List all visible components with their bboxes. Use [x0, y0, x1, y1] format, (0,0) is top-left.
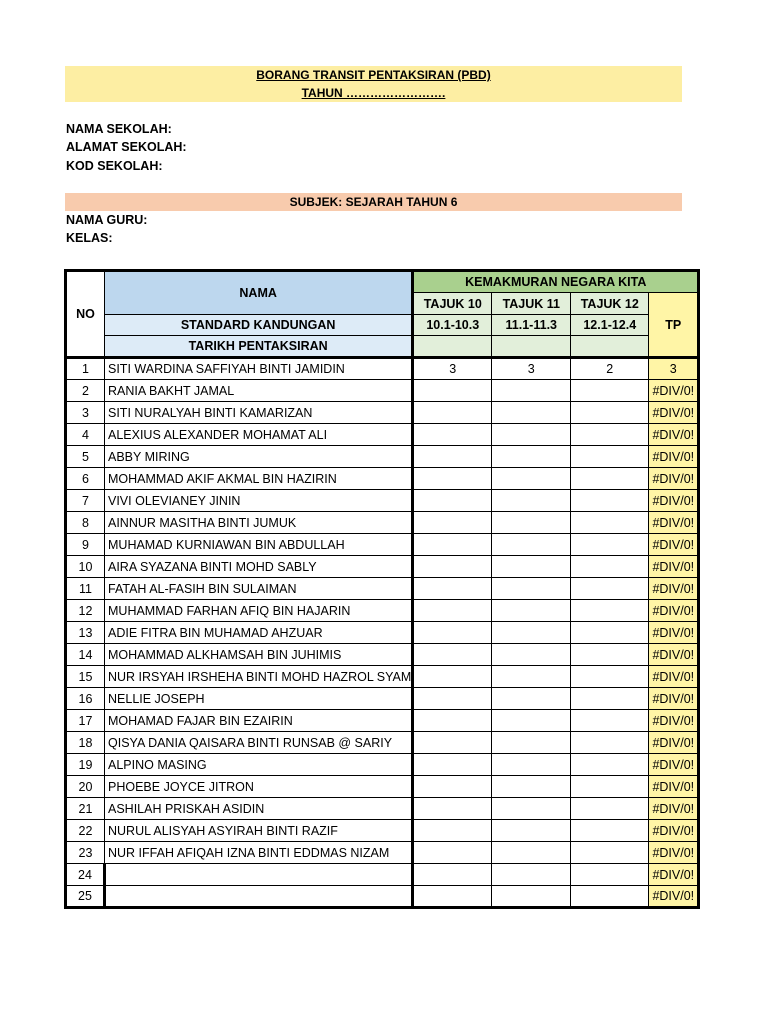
tp-score: #DIV/0!: [649, 710, 699, 732]
tp-score: #DIV/0!: [649, 886, 699, 908]
assessment-table: [64, 269, 700, 909]
topic-1-score[interactable]: [413, 578, 492, 600]
topic-1-score[interactable]: [413, 666, 492, 688]
topic-3-score[interactable]: [571, 600, 649, 622]
table-row: [66, 732, 699, 754]
topic-2-score[interactable]: [492, 688, 571, 710]
topic-3-score[interactable]: [571, 732, 649, 754]
topic-3-score[interactable]: [571, 512, 649, 534]
table-row: [66, 402, 699, 424]
table-row: [66, 534, 699, 556]
topic-2-score[interactable]: [492, 446, 571, 468]
tp-score: 3: [649, 358, 699, 380]
tp-score: #DIV/0!: [649, 424, 699, 446]
table-row: [66, 644, 699, 666]
row-number: 22: [66, 820, 105, 842]
topic-1-score[interactable]: [413, 644, 492, 666]
topic-2-score[interactable]: [492, 380, 571, 402]
topic-1-score[interactable]: [413, 886, 492, 908]
topic-1-score[interactable]: [413, 424, 492, 446]
teacher-name-label: NAMA GURU:: [66, 213, 148, 227]
topic-1-score[interactable]: [413, 842, 492, 864]
row-number: 5: [66, 446, 105, 468]
row-number: 14: [66, 644, 105, 666]
topic-header-2: TAJUK 11: [492, 293, 571, 315]
row-number: 8: [66, 512, 105, 534]
topic-3-score[interactable]: [571, 424, 649, 446]
row-number: 21: [66, 798, 105, 820]
row-number: 18: [66, 732, 105, 754]
student-name[interactable]: ALEXIUS ALEXANDER MOHAMAT ALI: [105, 424, 413, 446]
table-row: [66, 446, 699, 468]
student-name[interactable]: NUR IFFAH AFIQAH IZNA BINTI EDDMAS NIZAM: [105, 842, 413, 864]
topic-1-score[interactable]: [413, 468, 492, 490]
topic-1-score[interactable]: [413, 380, 492, 402]
tp-score: #DIV/0!: [649, 556, 699, 578]
school-code-label: KOD SEKOLAH:: [66, 159, 163, 173]
topic-3-score[interactable]: [571, 534, 649, 556]
table-row: [66, 886, 699, 908]
row-number: 11: [66, 578, 105, 600]
student-name[interactable]: ALPINO MASING: [105, 754, 413, 776]
topic-3-score[interactable]: [571, 468, 649, 490]
tp-score: #DIV/0!: [649, 380, 699, 402]
topic-1-score[interactable]: [413, 820, 492, 842]
row-number: 3: [66, 402, 105, 424]
table-row: [66, 688, 699, 710]
topic-2-score[interactable]: [492, 820, 571, 842]
table-row: [66, 380, 699, 402]
topic-3-score[interactable]: [571, 710, 649, 732]
topic-1-score[interactable]: [413, 600, 492, 622]
tp-score: #DIV/0!: [649, 490, 699, 512]
table-row: [66, 424, 699, 446]
date-label: TARIKH PENTAKSIRAN: [105, 336, 413, 358]
school-address-label: ALAMAT SEKOLAH:: [66, 140, 187, 154]
row-number: 1: [66, 358, 105, 380]
tp-score: #DIV/0!: [649, 754, 699, 776]
tp-score: #DIV/0!: [649, 512, 699, 534]
tp-score: #DIV/0!: [649, 446, 699, 468]
topic-3-score[interactable]: [571, 490, 649, 512]
topic-2-score[interactable]: [492, 600, 571, 622]
student-name[interactable]: NELLIE JOSEPH: [105, 688, 413, 710]
student-name[interactable]: AINNUR MASITHA BINTI JUMUK: [105, 512, 413, 534]
table-row: [66, 710, 699, 732]
standard-value-3: 12.1-12.4: [571, 315, 649, 336]
tp-score: #DIV/0!: [649, 776, 699, 798]
table-row: [66, 776, 699, 798]
class-label: KELAS:: [66, 231, 113, 245]
topic-1-score[interactable]: [413, 710, 492, 732]
topic-2-score[interactable]: [492, 754, 571, 776]
topic-3-score[interactable]: [571, 864, 649, 886]
row-number: 10: [66, 556, 105, 578]
table-row: [66, 578, 699, 600]
topic-2-score[interactable]: [492, 622, 571, 644]
topic-2-score[interactable]: [492, 666, 571, 688]
student-name[interactable]: QISYA DANIA QAISARA BINTI RUNSAB @ SARIY: [105, 732, 413, 754]
topic-2-score[interactable]: [492, 710, 571, 732]
topic-2-score[interactable]: [492, 424, 571, 446]
table-row: [66, 622, 699, 644]
tp-score: #DIV/0!: [649, 798, 699, 820]
subject-band: SUBJEK: SEJARAH TAHUN 6: [65, 193, 682, 211]
tp-score: #DIV/0!: [649, 688, 699, 710]
theme-header: KEMAKMURAN NEGARA KITA: [413, 271, 699, 293]
row-number: 2: [66, 380, 105, 402]
topic-2-score[interactable]: [492, 468, 571, 490]
topic-3-score[interactable]: [571, 666, 649, 688]
topic-2-score[interactable]: [492, 864, 571, 886]
school-name-label: NAMA SEKOLAH:: [66, 122, 172, 136]
tp-score: #DIV/0!: [649, 578, 699, 600]
topic-2-score[interactable]: [492, 798, 571, 820]
topic-1-score[interactable]: [413, 864, 492, 886]
table-row: [66, 358, 699, 380]
topic-2-score[interactable]: [492, 886, 571, 908]
table-row: [66, 798, 699, 820]
tp-score: #DIV/0!: [649, 644, 699, 666]
topic-1-score[interactable]: [413, 556, 492, 578]
topic-2-score[interactable]: 3: [492, 358, 571, 380]
topic-1-score[interactable]: [413, 512, 492, 534]
form-title: BORANG TRANSIT PENTAKSIRAN (PBD): [256, 68, 491, 82]
table-row: [66, 842, 699, 864]
student-name[interactable]: AIRA SYAZANA BINTI MOHD SABLY: [105, 556, 413, 578]
topic-2-score[interactable]: [492, 402, 571, 424]
topic-1-score[interactable]: [413, 732, 492, 754]
table-row: [66, 754, 699, 776]
topic-2-score[interactable]: [492, 556, 571, 578]
topic-1-score[interactable]: [413, 402, 492, 424]
topic-3-score[interactable]: [571, 688, 649, 710]
tp-score: #DIV/0!: [649, 468, 699, 490]
topic-1-score[interactable]: [413, 446, 492, 468]
student-name[interactable]: FATAH AL-FASIH BIN SULAIMAN: [105, 578, 413, 600]
student-name[interactable]: MOHAMAD FAJAR BIN EZAIRIN: [105, 710, 413, 732]
topic-3-score[interactable]: [571, 886, 649, 908]
table-row: [66, 600, 699, 622]
topic-3-score[interactable]: [571, 556, 649, 578]
topic-3-score[interactable]: [571, 754, 649, 776]
table-row: [66, 864, 699, 886]
student-name[interactable]: ASHILAH PRISKAH ASIDIN: [105, 798, 413, 820]
topic-1-score[interactable]: [413, 776, 492, 798]
student-name[interactable]: NURUL ALISYAH ASYIRAH BINTI RAZIF: [105, 820, 413, 842]
topic-3-score[interactable]: [571, 380, 649, 402]
tp-score: #DIV/0!: [649, 820, 699, 842]
topic-1-score[interactable]: [413, 622, 492, 644]
row-number: 15: [66, 666, 105, 688]
row-number: 9: [66, 534, 105, 556]
topic-2-score[interactable]: [492, 512, 571, 534]
student-name[interactable]: MUHAMAD KURNIAWAN BIN ABDULLAH: [105, 534, 413, 556]
topic-3-score[interactable]: 2: [571, 358, 649, 380]
date-cell-1[interactable]: [413, 336, 492, 358]
topic-1-score[interactable]: [413, 798, 492, 820]
row-number: 6: [66, 468, 105, 490]
tp-score: #DIV/0!: [649, 622, 699, 644]
table-row: [66, 468, 699, 490]
standard-value-1: 10.1-10.3: [413, 315, 492, 336]
topic-2-score[interactable]: [492, 842, 571, 864]
topic-1-score[interactable]: [413, 534, 492, 556]
topic-3-score[interactable]: [571, 798, 649, 820]
topic-header-3: TAJUK 12: [571, 293, 649, 315]
topic-3-score[interactable]: [571, 820, 649, 842]
student-name[interactable]: MOHAMMAD AKIF AKMAL BIN HAZIRIN: [105, 468, 413, 490]
row-number: 13: [66, 622, 105, 644]
tp-score: #DIV/0!: [649, 534, 699, 556]
row-number: 12: [66, 600, 105, 622]
table-row: [66, 490, 699, 512]
topic-1-score[interactable]: 3: [413, 358, 492, 380]
topic-2-score[interactable]: [492, 732, 571, 754]
row-number: 23: [66, 842, 105, 864]
topic-2-score[interactable]: [492, 578, 571, 600]
row-number: 4: [66, 424, 105, 446]
tp-score: #DIV/0!: [649, 864, 699, 886]
row-number: 25: [66, 886, 105, 908]
row-number: 7: [66, 490, 105, 512]
topic-header-1: TAJUK 10: [413, 293, 492, 315]
topic-1-score[interactable]: [413, 754, 492, 776]
no-header: NO: [66, 271, 105, 358]
student-name[interactable]: MOHAMMAD ALKHAMSAH BIN JUHIMIS: [105, 644, 413, 666]
tp-score: #DIV/0!: [649, 402, 699, 424]
table-row: [66, 666, 699, 688]
table-row: [66, 820, 699, 842]
tp-score: #DIV/0!: [649, 666, 699, 688]
student-name[interactable]: RANIA BAKHT JAMAL: [105, 380, 413, 402]
topic-3-score[interactable]: [571, 578, 649, 600]
table-row: [66, 512, 699, 534]
tp-score: #DIV/0!: [649, 600, 699, 622]
topic-2-score[interactable]: [492, 490, 571, 512]
student-name[interactable]: ABBY MIRING: [105, 446, 413, 468]
table-row: [66, 556, 699, 578]
row-number: 20: [66, 776, 105, 798]
tp-header: TP: [649, 293, 699, 358]
date-cell-3[interactable]: [571, 336, 649, 358]
row-number: 17: [66, 710, 105, 732]
name-header: NAMA: [105, 271, 413, 315]
row-number: 19: [66, 754, 105, 776]
standard-label: STANDARD KANDUNGAN: [105, 315, 413, 336]
tp-score: #DIV/0!: [649, 732, 699, 754]
topic-1-score[interactable]: [413, 688, 492, 710]
student-name[interactable]: [105, 864, 413, 886]
student-name[interactable]: PHOEBE JOYCE JITRON: [105, 776, 413, 798]
student-name[interactable]: VIVI OLEVIANEY JININ: [105, 490, 413, 512]
standard-value-2: 11.1-11.3: [492, 315, 571, 336]
student-name[interactable]: NUR IRSYAH IRSHEHA BINTI MOHD HAZROL SYAM: [105, 666, 413, 688]
student-name[interactable]: ADIE FITRA BIN MUHAMAD AHZUAR: [105, 622, 413, 644]
topic-2-score[interactable]: [492, 776, 571, 798]
student-name[interactable]: SITI WARDINA SAFFIYAH BINTI JAMIDIN: [105, 358, 413, 380]
topic-3-score[interactable]: [571, 446, 649, 468]
topic-3-score[interactable]: [571, 842, 649, 864]
form-year: TAHUN …………………….: [301, 86, 446, 100]
topic-1-score[interactable]: [413, 490, 492, 512]
topic-2-score[interactable]: [492, 644, 571, 666]
row-number: 16: [66, 688, 105, 710]
title-band: [65, 66, 682, 102]
row-number: 24: [66, 864, 105, 886]
topic-3-score[interactable]: [571, 776, 649, 798]
date-cell-2[interactable]: [492, 336, 571, 358]
tp-score: #DIV/0!: [649, 842, 699, 864]
student-name[interactable]: MUHAMMAD FARHAN AFIQ BIN HAJARIN: [105, 600, 413, 622]
student-name[interactable]: [105, 886, 413, 908]
topic-3-score[interactable]: [571, 644, 649, 666]
student-name[interactable]: SITI NURALYAH BINTI KAMARIZAN: [105, 402, 413, 424]
topic-3-score[interactable]: [571, 622, 649, 644]
topic-2-score[interactable]: [492, 534, 571, 556]
topic-3-score[interactable]: [571, 402, 649, 424]
